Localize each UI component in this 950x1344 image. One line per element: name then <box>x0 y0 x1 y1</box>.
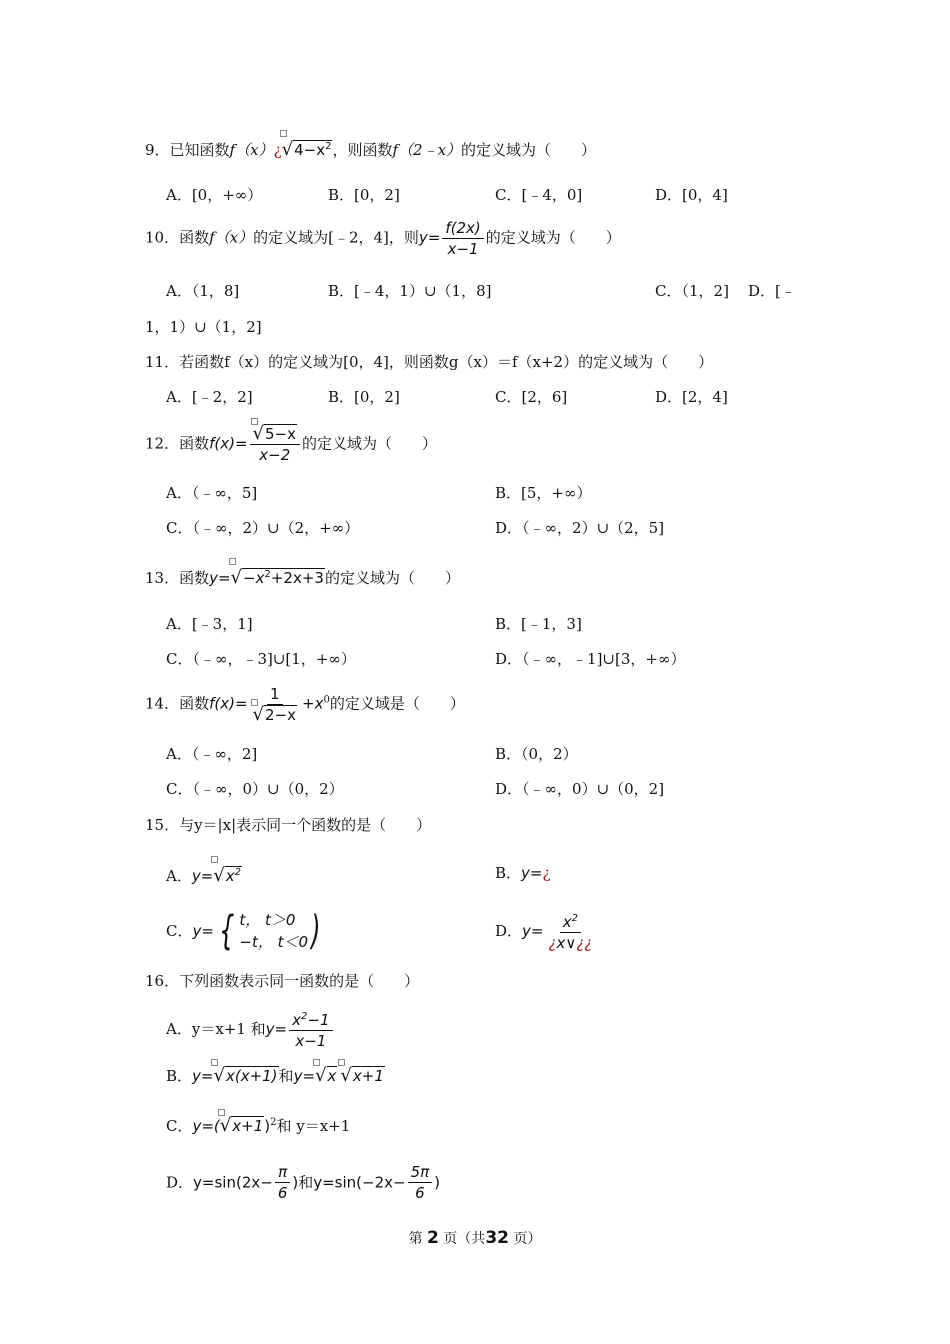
q14-exp: 0 <box>323 694 330 706</box>
q10-option-a[interactable]: A．（1，8] <box>166 282 240 300</box>
q9-f2: f（2﹣x） <box>392 141 462 159</box>
q14-option-a[interactable]: A．（﹣∞，2] <box>166 745 258 763</box>
q12-option-a[interactable]: A．（﹣∞，5] <box>166 484 258 502</box>
q12-option-d[interactable]: D．（﹣∞，2）∪（2，5] <box>495 519 665 537</box>
q10-option-b[interactable]: B．[﹣4，1）∪（1，8] <box>328 282 492 300</box>
q16-option-a[interactable]: A．y＝x+1 和y= $\frac{x^2-1}{x-1}$ <box>166 1007 335 1051</box>
total-pages: 32 <box>485 1228 509 1248</box>
q16-option-d[interactable]: D．y=sin(2x− $\frac{\pi}{6}$ )和y=sin(−2x− $\frac{5\pi}{6}$ ) <box>166 1163 440 1202</box>
question-15: 15．与y＝|x|表示同一个函数的是（ ） <box>145 816 432 834</box>
q13-stem: 13．函数 <box>145 569 210 587</box>
page-footer: 第 2 页（共32 页） <box>408 1228 542 1248</box>
q10-option-d-cont: 1，1）∪（1，2] <box>145 318 262 336</box>
q13-option-c[interactable]: C．（﹣∞，﹣3]∪[1，+∞） <box>166 650 356 668</box>
q14-option-b[interactable]: B．（0，2） <box>495 745 578 763</box>
q13-option-b[interactable]: B．[﹣1，3] <box>495 615 582 633</box>
q13-radical: $√-x^2+2x+3$ <box>231 564 325 589</box>
q9-stem: 9．已知函数 <box>145 141 230 159</box>
q15-option-a[interactable]: A．y= $√x^2$ <box>166 862 242 887</box>
question-13 <box>145 564 460 589</box>
q10-mid: 的定义域为[﹣2，4]，则 <box>253 228 419 247</box>
q9-option-b[interactable]: B．[0，2] <box>328 186 400 204</box>
q16-option-b[interactable]: B．y= √x(x+1)和y= √x √x+1 <box>166 1065 385 1087</box>
q9-mid: ，则函数 <box>332 141 393 159</box>
page-number: 2 <box>427 1228 439 1248</box>
q14-stem: 14．函数 <box>145 694 210 713</box>
q9-option-c[interactable]: C．[﹣4，0] <box>495 186 583 204</box>
q10-y: y= <box>418 228 441 247</box>
q15-option-d[interactable]: D．y= $\frac{x^2}{¿x\vee¿¿}$ <box>495 909 597 953</box>
question-9 <box>145 136 596 161</box>
q10-option-d[interactable]: D．[﹣ <box>748 282 796 300</box>
q10-stem: 10．函数 <box>145 228 210 247</box>
q10-fx: f（x） <box>209 228 254 247</box>
q12-fx: f(x)= <box>209 434 248 453</box>
q14-option-c[interactable]: C．（﹣∞，0）∪（0，2） <box>166 780 344 798</box>
q11-option-c[interactable]: C．[2，6] <box>495 388 568 406</box>
q14-fraction: $\frac{1}{√2-x}$ <box>252 685 297 725</box>
q12-post: 的定义域为（ ） <box>302 434 438 453</box>
q11-option-b[interactable]: B．[0，2] <box>328 388 400 406</box>
q16-option-c[interactable]: C．y=( √x+1)$^2$和 y＝x+1 <box>166 1112 350 1137</box>
question-11: 11．若函数f（x）的定义域为[0，4]，则函数g（x）＝f（x+2）的定义域为（ ） <box>145 353 714 371</box>
q14-fx: f(x)= <box>209 694 248 713</box>
q13-post: 的定义域为（ ） <box>324 569 460 587</box>
question-16: 16．下列函数表示同一函数的是（ ） <box>145 972 420 990</box>
q10-post: 的定义域为（ ） <box>485 228 621 247</box>
q13-y: y= <box>209 569 231 587</box>
question-10 <box>145 218 621 259</box>
q12-stem: 12．函数 <box>145 434 210 453</box>
q9-radical: $√4-x^2$ <box>282 136 333 161</box>
q9-option-a[interactable]: A．[0，+∞） <box>166 186 263 204</box>
q9-mark: ¿ <box>273 141 282 159</box>
q12-option-b[interactable]: B．[5，+∞） <box>495 484 592 502</box>
q9-option-d[interactable]: D．[0，4] <box>655 186 728 204</box>
question-12 <box>145 424 437 465</box>
q13-option-d[interactable]: D．（﹣∞，﹣1]∪[3，+∞） <box>495 650 686 668</box>
q10-fraction: $\frac{f(2x)}{x-1}$ <box>442 218 483 259</box>
q11-option-d[interactable]: D．[2，4] <box>655 388 728 406</box>
q9-fx: f（x） <box>229 141 274 159</box>
q15-piecewise: { t， t＞0 −t， t＜0 ) <box>219 908 321 954</box>
q9-post: 的定义域为（ ） <box>461 141 597 159</box>
q12-fraction: $\frac{√5-x}{x-2}$ <box>250 424 300 465</box>
q13-option-a[interactable]: A．[﹣3，1] <box>166 615 253 633</box>
q12-option-c[interactable]: C．（﹣∞，2）∪（2，+∞） <box>166 519 360 537</box>
q14-post: 的定义域是（ ） <box>329 694 465 713</box>
q14-plus: +x <box>302 694 324 713</box>
q10-option-c[interactable]: C．（1，2] <box>655 282 729 300</box>
q11-option-a[interactable]: A．[﹣2，2] <box>166 388 253 406</box>
q15-option-b[interactable]: B．y=¿ <box>495 864 551 882</box>
q14-option-d[interactable]: D．（﹣∞，0）∪（0，2] <box>495 780 665 798</box>
q15-option-c[interactable]: C．y= { t， t＞0 −t， t＜0 ) <box>166 909 324 953</box>
question-14 <box>145 684 465 725</box>
